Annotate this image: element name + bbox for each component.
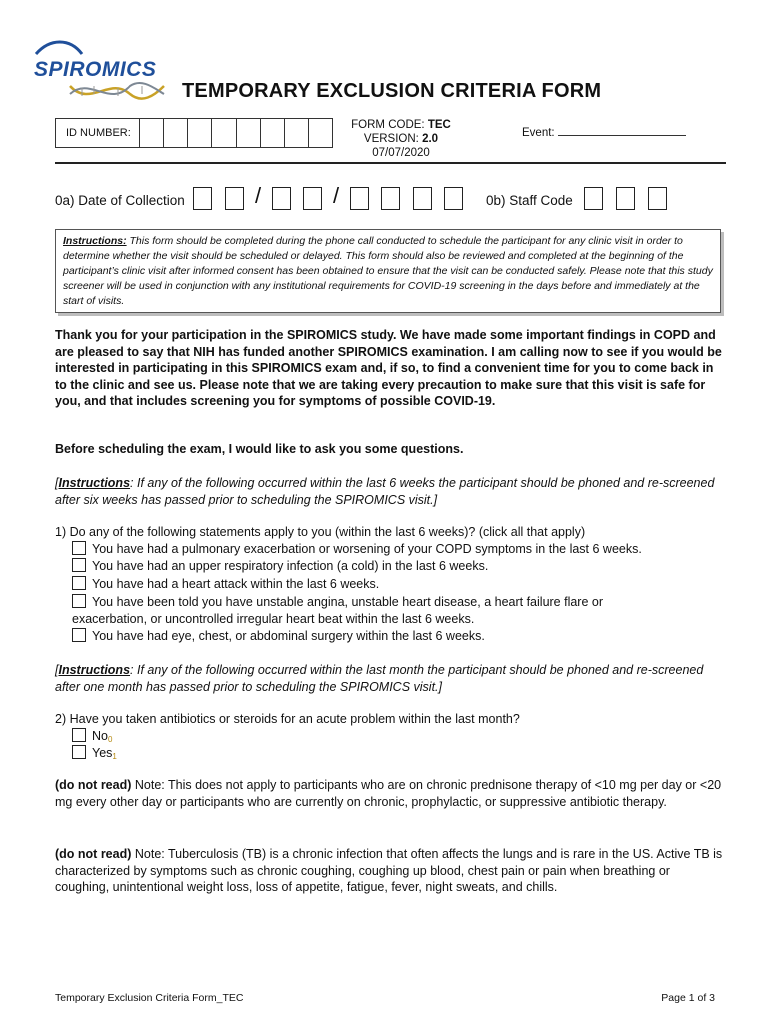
option-label: No bbox=[92, 729, 108, 743]
instructions-label: Instructions bbox=[58, 476, 131, 490]
date-separator: / bbox=[255, 183, 262, 208]
option-code: 0 bbox=[107, 735, 113, 744]
event-field[interactable] bbox=[522, 126, 686, 139]
date-year-box[interactable] bbox=[350, 187, 369, 210]
id-digit-box[interactable] bbox=[285, 119, 309, 147]
before-scheduling-text: Before scheduling the exam, I would like to ask you some questions. bbox=[55, 442, 464, 456]
question-1: 1) Do any of the following statements apply to you (within the last 6 weeks)? (click all that apply) bbox=[55, 525, 586, 539]
id-digit-box[interactable] bbox=[212, 119, 236, 147]
option-label: You have been told you have unstable angina, unstable heart disease, a heart failure flare or bbox=[92, 595, 604, 609]
checkbox[interactable] bbox=[72, 576, 86, 590]
staff-code-box[interactable] bbox=[584, 187, 603, 210]
id-digit-box[interactable] bbox=[164, 119, 188, 147]
checkbox[interactable] bbox=[72, 558, 86, 572]
form-code-block bbox=[338, 118, 464, 160]
do-not-read-label: (do not read) bbox=[55, 847, 132, 861]
do-not-read-label: (do not read) bbox=[55, 778, 132, 792]
date-year-box[interactable] bbox=[444, 187, 463, 210]
date-year-box[interactable] bbox=[381, 187, 400, 210]
instructions-text: : If any of the following occurred within the last 6 weeks the participant should be phoned and re-screened after six weeks has passed prior to scheduling the SPIROMICS visit.] bbox=[55, 476, 715, 507]
id-digit-box[interactable] bbox=[188, 119, 212, 147]
date-of-collection-label: 0a) Date of Collection bbox=[55, 193, 185, 208]
footer-form-name: Temporary Exclusion Criteria Form_TEC bbox=[55, 992, 244, 1004]
id-digit-box[interactable] bbox=[309, 119, 332, 147]
instructions-label: Instructions bbox=[58, 663, 131, 677]
note-prednisone bbox=[55, 777, 725, 810]
intro-script: Thank you for your participation in the SPIROMICS study. We have made some important findings in COPD and are pleased to say that NIH has funded another SPIROMICS examination. I am calling now to see if you would be interested in participating in this SPIROMICS exam and, if so, to find a convenient time for you to come back in to the clinic and see us. Please note that we are taking every precaution to make sure that this visit is safe for you, and that includes screening you for symptoms of possible COVID-19. bbox=[55, 328, 722, 408]
option-label: You have had eye, chest, or abdominal surgery within the last 6 weeks. bbox=[92, 629, 485, 643]
note-text: Note: Tuberculosis (TB) is a chronic infection that often affects the lungs and is rare in the US. Active TB is characterized by symptoms such as chronic coughing, coughing up blood, chest pain or pain when breathing or coughing, unintentional weight loss, loss of appetite, fatigue, fever, night sweats, and chills. bbox=[55, 847, 723, 894]
date-separator: / bbox=[333, 183, 340, 208]
checkbox[interactable] bbox=[72, 628, 86, 642]
event-label: Event: bbox=[522, 127, 555, 139]
version-value: 2.0 bbox=[422, 133, 439, 145]
staff-code-label: 0b) Staff Code bbox=[486, 193, 573, 208]
date-day-box[interactable] bbox=[303, 187, 322, 210]
instructions-text: This form should be completed during the phone call conducted to schedule the participant for any clinic visit in order to determine whether the visit should be scheduled or delayed. This form should also be reviewed and completed at the beginning of the participant’s clinic visit after informed consent has been obtained to ensure that the visit can be conducted safely. Please note that this study screener will be used in conjunction with any institutional requirements for COVID-19 screening in the days before and immediately at the start of visits. bbox=[63, 235, 713, 307]
checkbox[interactable] bbox=[72, 728, 86, 742]
spiromics-logo bbox=[30, 36, 170, 108]
q1-option-exacerbation[interactable] bbox=[72, 541, 642, 558]
q1-option-unstable-angina[interactable] bbox=[72, 594, 603, 611]
question-2: 2) Have you taken antibiotics or steroids for an acute problem within the last month? bbox=[55, 712, 520, 726]
date-month-box[interactable] bbox=[225, 187, 244, 210]
form-code-label: FORM CODE: bbox=[351, 119, 425, 131]
bracket-open: [ bbox=[55, 476, 59, 490]
note-tuberculosis bbox=[55, 846, 725, 896]
option-label: You have had a heart attack within the last 6 weeks. bbox=[92, 577, 380, 591]
page-title: TEMPORARY EXCLUSION CRITERIA FORM bbox=[182, 80, 602, 102]
option-label: You have had an upper respiratory infection (a cold) in the last 6 weeks. bbox=[92, 559, 489, 573]
checkbox[interactable] bbox=[72, 594, 86, 608]
date-year-box[interactable] bbox=[413, 187, 432, 210]
q1-option-heart-attack[interactable] bbox=[72, 576, 379, 593]
header-divider bbox=[55, 162, 726, 164]
id-digit-box[interactable] bbox=[237, 119, 261, 147]
q1-option-surgery[interactable] bbox=[72, 628, 485, 645]
id-digit-box[interactable] bbox=[140, 119, 164, 147]
staff-code-box[interactable] bbox=[648, 187, 667, 210]
option-label: Yes bbox=[92, 746, 113, 760]
footer-page-number: Page 1 of 3 bbox=[661, 992, 715, 1004]
version-label: VERSION: bbox=[363, 133, 419, 145]
id-number-field[interactable] bbox=[55, 118, 333, 148]
checkbox[interactable] bbox=[72, 541, 86, 555]
q2-option-yes[interactable] bbox=[72, 745, 117, 765]
instructions-1-month bbox=[55, 662, 725, 695]
logo-text: SPIROMICS bbox=[34, 58, 157, 81]
instructions-box bbox=[55, 229, 721, 313]
date-day-box[interactable] bbox=[272, 187, 291, 210]
option-label: You have had a pulmonary exacerbation or worsening of your COPD symptoms in the last 6 weeks. bbox=[92, 542, 642, 556]
staff-code-box[interactable] bbox=[616, 187, 635, 210]
form-code-value: TEC bbox=[427, 119, 451, 131]
version-date: 07/07/2020 bbox=[372, 147, 430, 159]
note-text: Note: This does not apply to participants who are on chronic prednisone therapy of <10 mg per day or <20 mg every other day or participants who are currently on chronic, prophylactic, or suppressive antibiotic therapy. bbox=[55, 778, 722, 809]
instructions-label: Instructions: bbox=[63, 235, 127, 247]
checkbox[interactable] bbox=[72, 745, 86, 759]
date-month-box[interactable] bbox=[193, 187, 212, 210]
q1-option-respiratory-infection[interactable] bbox=[72, 558, 488, 575]
instructions-6-weeks bbox=[55, 475, 725, 508]
instructions-text: : If any of the following occurred within the last month the participant should be phoned and re-screened after one month has passed prior to scheduling the SPIROMICS visit.] bbox=[55, 663, 704, 694]
q1-option-unstable-angina-cont: exacerbation, or uncontrolled irregular heart beat within the last 6 weeks. bbox=[72, 612, 475, 626]
bracket-open: [ bbox=[55, 663, 59, 677]
id-digit-box[interactable] bbox=[261, 119, 285, 147]
event-input-line[interactable] bbox=[558, 126, 686, 136]
id-number-label: ID NUMBER: bbox=[56, 119, 140, 147]
option-code: 1 bbox=[112, 752, 117, 761]
